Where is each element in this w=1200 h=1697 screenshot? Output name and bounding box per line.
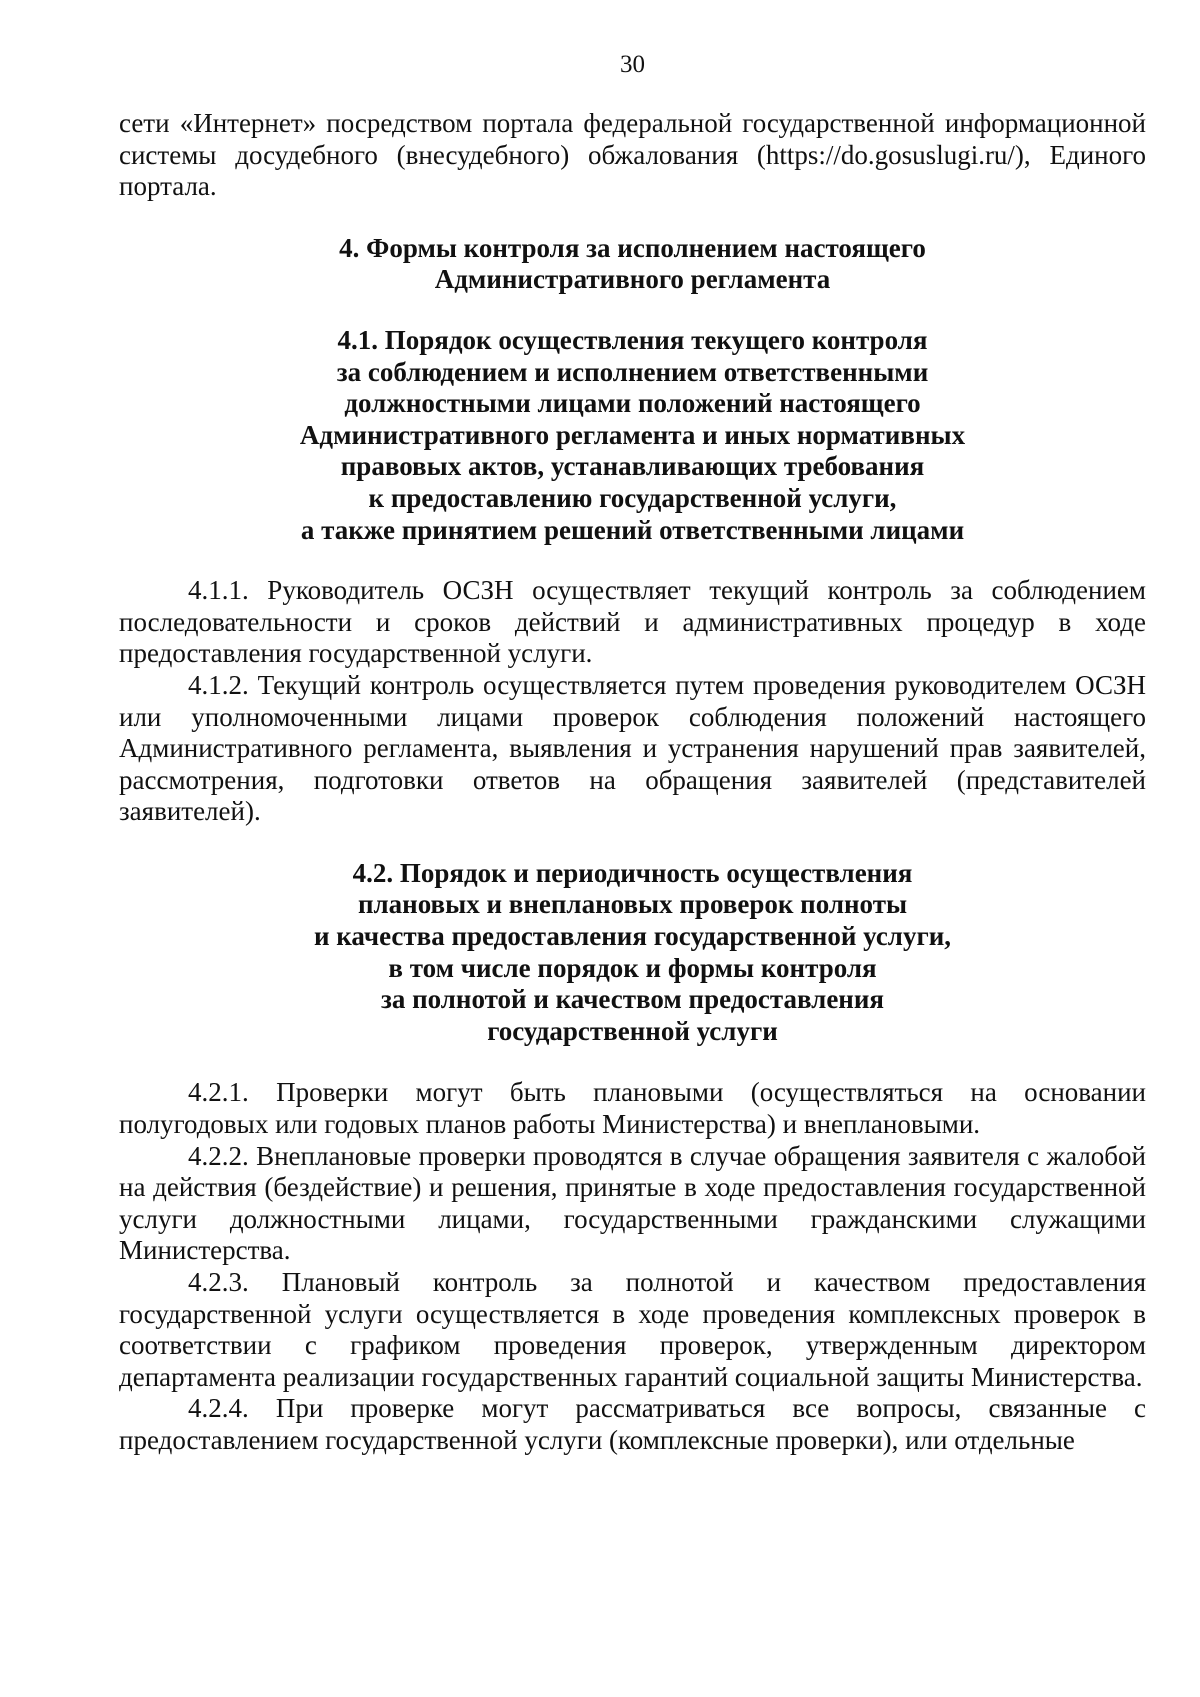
section-4-1-heading — [119, 325, 1146, 546]
page-number: 30 — [620, 51, 645, 78]
section-4-heading-line: 4. Формы контроля за исполнением настоящего — [339, 232, 926, 263]
section-4-1-heading-line: Административного регламента и иных нормативных — [299, 419, 966, 450]
section-4-1-heading-line: к предоставлению государственной услуги, — [368, 482, 897, 513]
section-4-2-heading-line: и качества предоставления государственной услуги, — [313, 921, 952, 952]
section-4-1-heading-line: должностными лицами положений настоящего — [344, 388, 921, 419]
section-4-heading-line: Административного регламента — [434, 264, 831, 295]
section-4-1-heading-line: 4.1. Порядок осуществления текущего контроля — [337, 324, 928, 355]
paragraph-4-1-2: 4.1.2. Текущий контроль осуществляется путем проведения руководителем ОСЗН или уполномоченными лицами проверок соблюдения положений настоящего Административного регламента, выявления и устранения нарушений прав заявителей, рассмотрения, подготовки ответов на обращения заявителей (представителей заявителей). — [119, 669, 1146, 827]
paragraph-4-2-1: 4.2.1. Проверки могут быть плановыми (осуществляться на основании полугодовых или годовых планов работы Министерства) и внеплановыми. — [119, 1077, 1146, 1140]
paragraph-4-2-3: 4.2.3. Плановый контроль за полнотой и качеством предоставления государственной услуги осуществляется в ходе проведения комплексных проверок в соответствии с графиком проведения проверок, утвержденным директором департамента реализации государственных гарантий социальной защиты Министерства. — [119, 1267, 1146, 1392]
paragraph-4-2-4: 4.2.4. При проверке могут рассматриваться все вопросы, связанные с предоставлением государственной услуги (комплексные проверки), или отдельные — [119, 1393, 1146, 1455]
section-4-heading — [119, 233, 1146, 296]
document-body — [119, 108, 1146, 1457]
section-4-2-heading-line: плановых и внеплановых проверок полноты — [357, 889, 908, 920]
section-4-2-heading-line: за полнотой и качеством предоставления — [380, 984, 885, 1015]
section-4-2-heading-line: 4.2. Порядок и периодичность осуществления — [352, 857, 913, 888]
paragraph-4-1-1: 4.1.1. Руководитель ОСЗН осуществляет текущий контроль за соблюдением последовательности и сроков действий и административных процедур в ходе предоставления государственной услуги. — [119, 575, 1146, 669]
paragraph-4-2-2: 4.2.2. Внеплановые проверки проводятся в случае обращения заявителя с жалобой на действия (бездействие) и решения, принятые в ходе предоставления государственной услуги должностными лицами, государственными гражданскими служащими Министерства. — [119, 1140, 1146, 1266]
section-4-2-heading-line: государственной услуги — [487, 1015, 778, 1046]
continuation-paragraph: сети «Интернет» посредством портала федеральной государственной информационной системы досудебного (внесудебного) обжалования (https://do.gosuslugi.ru/), Единого портала. — [119, 108, 1146, 202]
section-4-1-heading-line: правовых актов, устанавливающих требования — [340, 451, 925, 482]
section-4-2-heading — [119, 858, 1146, 1048]
section-4-1-heading-line: за соблюдением и исполнением ответственными — [336, 356, 929, 387]
section-4-1-heading-line: а также принятием решений ответственными лицами — [300, 514, 965, 545]
section-4-2-heading-line: в том числе порядок и формы контроля — [388, 952, 877, 983]
